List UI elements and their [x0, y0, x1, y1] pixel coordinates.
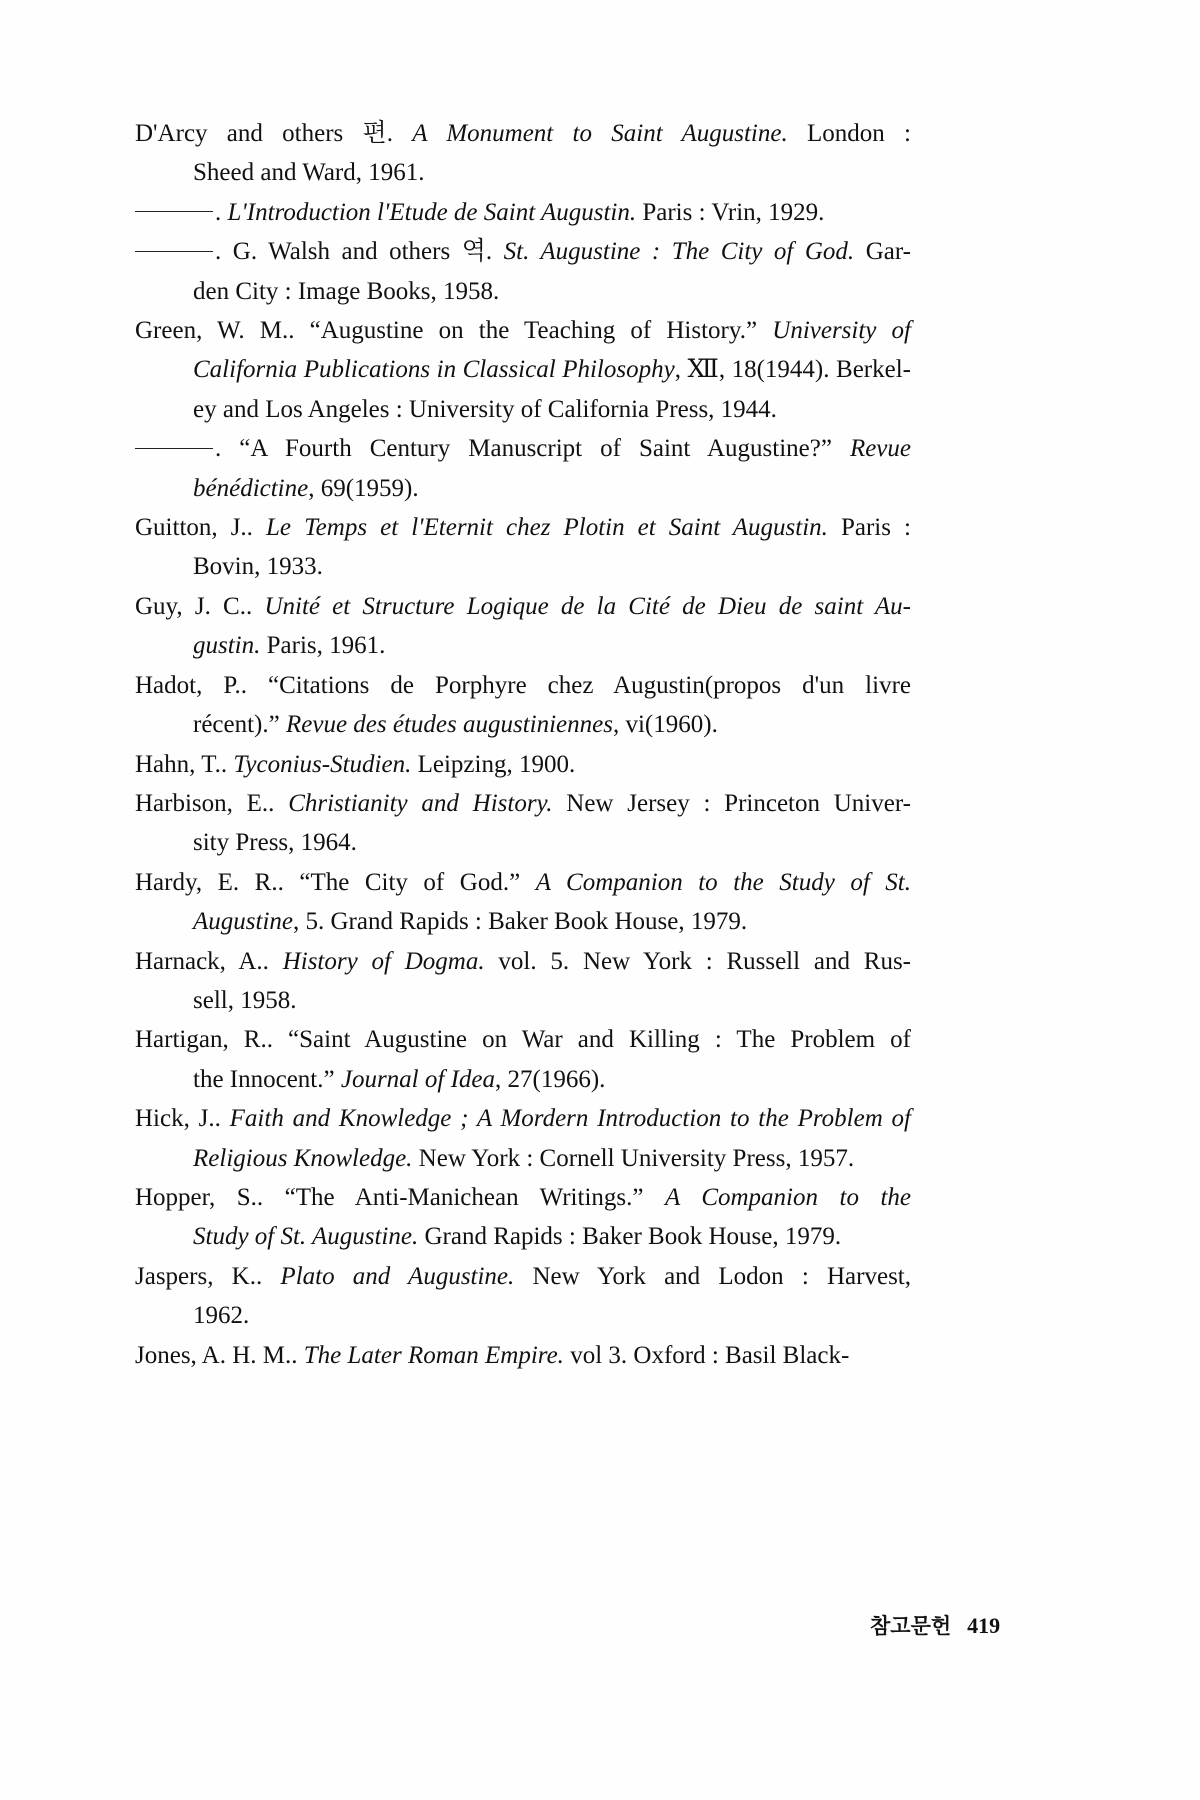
- entry-first-line: [135, 193, 911, 232]
- citation-text: Hick, J..: [135, 1105, 230, 1133]
- title-text: History of Dogma.: [282, 947, 485, 975]
- citation-text: Guitton, J..: [135, 514, 266, 542]
- citation-text: Harbison, E..: [135, 789, 289, 817]
- entry-continuation-line: [135, 1060, 911, 1099]
- entry-first-line: [135, 1257, 911, 1296]
- bibliography-entry: [135, 193, 911, 232]
- entry-first-line: [135, 114, 911, 153]
- entry-first-line: [135, 1099, 911, 1138]
- citation-text: Gar-: [854, 238, 911, 266]
- entry-continuation-line: [135, 153, 911, 192]
- page-number: 419: [967, 1613, 1001, 1638]
- title-text: A Companion to the Study of St.: [535, 868, 911, 896]
- title-text: Le Temps et l'Eternit chez Plotin et Saint Augustin.: [266, 514, 828, 542]
- title-text: Unité et Structure Logique de la Cité de Dieu de saint Au-: [264, 592, 912, 620]
- bibliography-entry: [135, 1336, 911, 1375]
- entry-first-line: [135, 1020, 911, 1059]
- entry-first-line: [135, 666, 911, 705]
- title-text: Christianity and History.: [288, 789, 553, 817]
- bibliography-entry: [135, 508, 911, 587]
- citation-text: Leipzing, 1900.: [411, 750, 576, 778]
- title-text: Faith and Knowledge ; A Mordern Introduction to the Problem of: [229, 1105, 911, 1133]
- citation-text: vol. 5. New York : Russell and Rus-: [484, 947, 911, 975]
- citation-text: , vi(1960).: [612, 711, 718, 739]
- bibliography-entry: [135, 1257, 911, 1336]
- entry-first-line: [135, 942, 911, 981]
- citation-text: Hadot, P.. “Citations de Porphyre chez Augustin(propos d'un livre: [135, 671, 911, 699]
- entry-continuation-line: [135, 1296, 911, 1335]
- citation-text: Bovin, 1933.: [193, 553, 323, 581]
- citation-text: Hopper, S.. “The Anti-Manichean Writings.”: [135, 1183, 665, 1211]
- bibliography-entry: [135, 311, 911, 429]
- bibliography-entry: [135, 1178, 911, 1257]
- title-text: Revue des études augustiniennes: [285, 711, 613, 739]
- citation-text: Harnack, A..: [135, 947, 283, 975]
- entry-first-line: [135, 508, 911, 547]
- title-text: Study of St. Augustine.: [193, 1223, 419, 1251]
- citation-text: Hahn, T..: [135, 750, 234, 778]
- bibliography-entry: [135, 666, 911, 745]
- entry-continuation-line: [135, 1217, 911, 1256]
- bibliography-entry: [135, 114, 911, 193]
- entry-first-line: [135, 1178, 911, 1217]
- citation-text: Grand Rapids : Baker Book House, 1979.: [418, 1223, 842, 1251]
- citation-text: Paris, 1961.: [260, 632, 386, 660]
- citation-text: , 5. Grand Rapids : Baker Book House, 1979.: [293, 908, 748, 936]
- title-text: St. Augustine : The City of God.: [503, 238, 855, 266]
- citation-text: the Innocent.”: [193, 1065, 341, 1093]
- entry-continuation-line: [135, 981, 911, 1020]
- title-text: California Publications in Classical Philosophy: [193, 356, 675, 384]
- citation-text: 1962.: [193, 1302, 250, 1330]
- entry-continuation-line: [135, 547, 911, 586]
- section-title: 참고문헌: [870, 1614, 952, 1638]
- entry-first-line: [135, 429, 911, 468]
- entry-continuation-line: [135, 902, 911, 941]
- title-text: Religious Knowledge.: [193, 1144, 413, 1172]
- citation-text: den City : Image Books, 1958.: [193, 277, 500, 305]
- citation-text: sell, 1958.: [193, 986, 297, 1014]
- bibliography-entry: [135, 587, 911, 666]
- entry-continuation-line: [135, 1139, 911, 1178]
- entry-first-line: [135, 232, 911, 271]
- ditto-dash: [135, 211, 213, 212]
- page-footer: [870, 1610, 1000, 1640]
- citation-text: , 69(1959).: [308, 474, 419, 502]
- title-text: A Companion to the: [664, 1183, 911, 1211]
- title-text: A Monument to Saint Augustine.: [412, 120, 788, 147]
- entry-first-line: [135, 784, 911, 823]
- bibliography-list: [135, 114, 911, 1375]
- entry-continuation-line: [135, 469, 911, 508]
- title-text: Tyconius-Studien.: [233, 750, 412, 778]
- citation-text: New York and Lodon : Harvest,: [514, 1262, 911, 1290]
- citation-text: . “A Fourth Century Manuscript of Saint Augustine?”: [215, 435, 850, 463]
- entry-first-line: [135, 1336, 911, 1375]
- bibliography-entry: [135, 745, 911, 784]
- citation-text: D'Arcy and others 편.: [135, 120, 413, 147]
- bibliography-entry: [135, 429, 911, 508]
- citation-text: New Jersey : Princeton Univer-: [552, 789, 911, 817]
- entry-first-line: [135, 311, 911, 350]
- entry-first-line: [135, 587, 911, 626]
- citation-text: , 27(1966).: [495, 1065, 606, 1093]
- title-text: Plato and Augustine.: [280, 1262, 515, 1290]
- citation-text: , Ⅻ, 18(1944). Berkel-: [674, 356, 911, 384]
- bibliography-entry: [135, 784, 911, 863]
- citation-text: . G. Walsh and others 역.: [215, 238, 504, 266]
- bibliography-entry: [135, 1020, 911, 1099]
- title-text: University of: [772, 317, 911, 345]
- entry-continuation-line: [135, 626, 911, 665]
- bibliography-entry: [135, 1099, 911, 1178]
- citation-text: London :: [787, 120, 911, 147]
- title-text: gustin.: [193, 632, 261, 660]
- entry-first-line: [135, 745, 911, 784]
- entry-continuation-line: [135, 350, 911, 389]
- citation-text: Green, W. M.. “Augustine on the Teaching of History.”: [135, 317, 773, 345]
- citation-text: ey and Los Angeles : University of California Press, 1944.: [193, 395, 777, 423]
- citation-text: sity Press, 1964.: [193, 829, 357, 857]
- title-text: Journal of Idea: [340, 1065, 495, 1093]
- entry-continuation-line: [135, 272, 911, 311]
- citation-text: .: [215, 198, 228, 226]
- citation-text: récent).”: [193, 711, 286, 739]
- citation-text: Hartigan, R.. “Saint Augustine on War and Killing : The Problem of: [135, 1026, 911, 1054]
- citation-text: Paris : Vrin, 1929.: [636, 198, 825, 226]
- title-text: Revue: [849, 435, 911, 463]
- ditto-dash: [135, 251, 213, 252]
- citation-text: Guy, J. C..: [135, 592, 265, 620]
- bibliography-entry: [135, 232, 911, 311]
- title-text: The Later Roman Empire.: [303, 1341, 564, 1369]
- title-text: bénédictine: [193, 474, 309, 502]
- entry-continuation-line: [135, 390, 911, 429]
- citation-text: Sheed and Ward, 1961.: [193, 159, 425, 187]
- bibliography-entry: [135, 863, 911, 942]
- citation-text: New York : Cornell University Press, 1957.: [412, 1144, 855, 1172]
- citation-text: Jaspers, K..: [135, 1262, 281, 1290]
- ditto-dash: [135, 448, 213, 449]
- entry-continuation-line: [135, 823, 911, 862]
- title-text: L'Introduction l'Etude de Saint Augustin.: [227, 198, 637, 226]
- entry-continuation-line: [135, 705, 911, 744]
- entry-first-line: [135, 863, 911, 902]
- citation-text: Hardy, E. R.. “The City of God.”: [135, 868, 536, 896]
- citation-text: vol 3. Oxford : Basil Black-: [563, 1341, 850, 1369]
- citation-text: Jones, A. H. M..: [135, 1341, 304, 1369]
- title-text: Augustine: [193, 908, 293, 936]
- citation-text: Paris :: [827, 514, 911, 542]
- bibliography-entry: [135, 942, 911, 1021]
